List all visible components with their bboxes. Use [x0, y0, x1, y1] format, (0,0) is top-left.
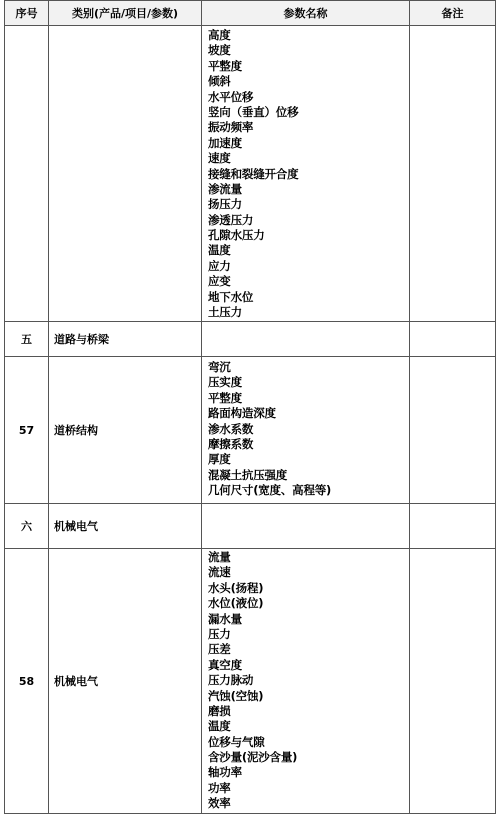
- param-item: 磨损: [208, 703, 231, 718]
- param-item: 坡度: [208, 43, 231, 58]
- param-item: 压力脉动: [208, 673, 254, 688]
- param-item: 轴功率: [208, 765, 242, 780]
- remark-cell: [410, 504, 496, 549]
- param-list: [208, 26, 409, 320]
- header-category: 类别(产品/项目/参数): [49, 1, 202, 26]
- section-row: [5, 504, 496, 549]
- section-no: 六: [5, 504, 49, 549]
- param-list: [208, 549, 409, 812]
- param-item: 水头(扬程): [208, 580, 264, 595]
- param-item: 扬压力: [208, 197, 242, 212]
- param-item: 位移与气隙: [208, 734, 265, 749]
- param-item: 平整度: [208, 58, 242, 73]
- remark-cell: [410, 357, 496, 504]
- row-no: 57: [5, 357, 49, 504]
- param-item: 倾斜: [208, 74, 231, 89]
- param-cell: [202, 322, 410, 357]
- param-cell: [202, 504, 410, 549]
- param-item: 孔隙水压力: [208, 228, 265, 243]
- row-category: 道桥结构: [49, 357, 202, 504]
- remark-cell: [410, 26, 496, 322]
- param-item: 压力: [208, 626, 231, 641]
- param-item: 平整度: [208, 390, 242, 405]
- param-cell: [202, 549, 410, 814]
- header-row: [5, 1, 496, 26]
- param-cell: [202, 357, 410, 504]
- param-item: 流速: [208, 565, 231, 580]
- header-remark: 备注: [410, 1, 496, 26]
- param-item: 地下水位: [208, 289, 254, 304]
- section-no: 五: [5, 322, 49, 357]
- param-item: 效率: [208, 796, 231, 811]
- param-item: 渗水系数: [208, 421, 254, 436]
- row-category: 机械电气: [49, 549, 202, 814]
- param-item: 高度: [208, 28, 231, 42]
- header-no: 序号: [5, 1, 49, 26]
- table-row: [5, 357, 496, 504]
- parameter-table: [4, 0, 496, 814]
- row-no: 58: [5, 549, 49, 814]
- param-item: 应力: [208, 258, 231, 273]
- param-item: 水位(液位): [208, 596, 264, 611]
- param-item: 弯沉: [208, 360, 231, 374]
- row-no: [5, 26, 49, 322]
- section-row: [5, 322, 496, 357]
- param-item: 路面构造深度: [208, 406, 276, 421]
- table-row: [5, 549, 496, 814]
- remark-cell: [410, 549, 496, 814]
- param-item: 流量: [208, 550, 231, 564]
- param-cell: [202, 26, 410, 322]
- param-item: 竖向（垂直）位移: [208, 104, 299, 119]
- remark-cell: [410, 322, 496, 357]
- param-item: 接缝和裂缝开合度: [208, 166, 299, 181]
- param-item: 真空度: [208, 657, 242, 672]
- param-item: 功率: [208, 780, 231, 795]
- param-item: 厚度: [208, 452, 231, 467]
- param-item: 混凝土抗压强度: [208, 467, 288, 482]
- param-item: 汽蚀(空蚀): [208, 688, 264, 703]
- param-item: 速度: [208, 151, 231, 166]
- param-item: 加速度: [208, 135, 242, 150]
- param-item: 含沙量(泥沙含量): [208, 750, 298, 765]
- header-param: 参数名称: [202, 1, 410, 26]
- param-item: 温度: [208, 719, 231, 734]
- param-list: [208, 357, 409, 499]
- param-item: 水平位移: [208, 89, 254, 104]
- param-item: 土压力: [208, 305, 242, 320]
- table-row: [5, 26, 496, 322]
- section-title: 道路与桥梁: [49, 322, 202, 357]
- param-item: 振动频率: [208, 120, 254, 135]
- param-item: 应变: [208, 274, 231, 289]
- param-item: 温度: [208, 243, 231, 258]
- row-category: [49, 26, 202, 322]
- param-item: 渗流量: [208, 181, 242, 196]
- param-item: 摩擦系数: [208, 436, 254, 451]
- param-item: 压实度: [208, 375, 242, 390]
- param-item: 几何尺寸(宽度、高程等): [208, 483, 332, 498]
- section-title: 机械电气: [49, 504, 202, 549]
- param-item: 压差: [208, 642, 231, 657]
- param-item: 漏水量: [208, 611, 242, 626]
- param-item: 渗透压力: [208, 212, 254, 227]
